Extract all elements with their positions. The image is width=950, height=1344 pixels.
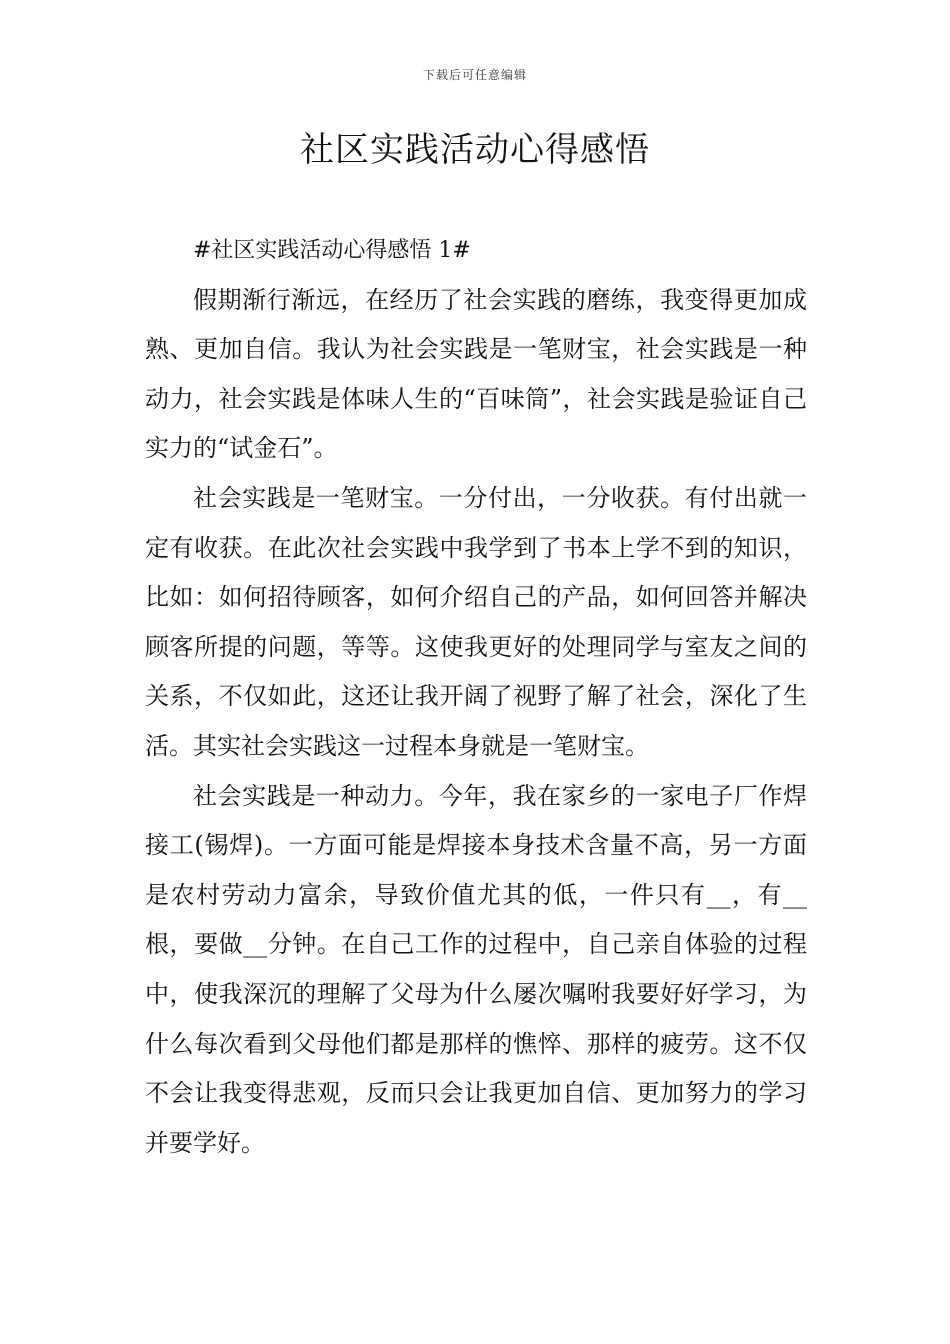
document-title: 社区实践活动心得感悟 — [300, 130, 650, 170]
document-body — [145, 226, 807, 1168]
section-heading: #社区实践活动心得感悟 1# — [193, 238, 471, 263]
paragraph-1: 假期渐行渐远，在经历了社会实践的磨练，我变得更加成熟、更加自信。我认为社会实践是一笔财宝，社会实践是一种动力，社会实践是体味人生的“百味筒”，社会实践是验证自己实力的“试金石”。 — [145, 285, 807, 463]
paragraph-3: 社会实践是一种动力。今年，我在家乡的一家电子厂作焊接工(锡焊)。一方面可能是焊接本身技术含量不高，另一方面是农村劳动力富余，导致价值尤其的低，一件只有__，有__根，要做__分钟。在自己工作的过程中，自己亲自体验的过程中，使我深沉的理解了父母为什么屡次嘱咐我要好好学习，为什么每次看到父母他们都是那样的憔悴、那样的疲劳。这不仅不会让我变得悲观，反而只会让我更加自信、更加努力的学习并要学好。 — [145, 781, 807, 1157]
header-note: 下载后可任意编辑 — [422, 68, 527, 82]
paragraph-2: 社会实践是一笔财宝。一分付出，一分收获。有付出就一定有收获。在此次社会实践中我学到了书本上学不到的知识，比如：如何招待顾客，如何介绍自己的产品，如何回答并解决顾客所提的问题，等等。这使我更好的处理同学与室友之间的关系，不仅如此，这还让我开阔了视野了解了社会，深化了生活。其实社会实践这一过程本身就是一笔财宝。 — [145, 483, 807, 760]
